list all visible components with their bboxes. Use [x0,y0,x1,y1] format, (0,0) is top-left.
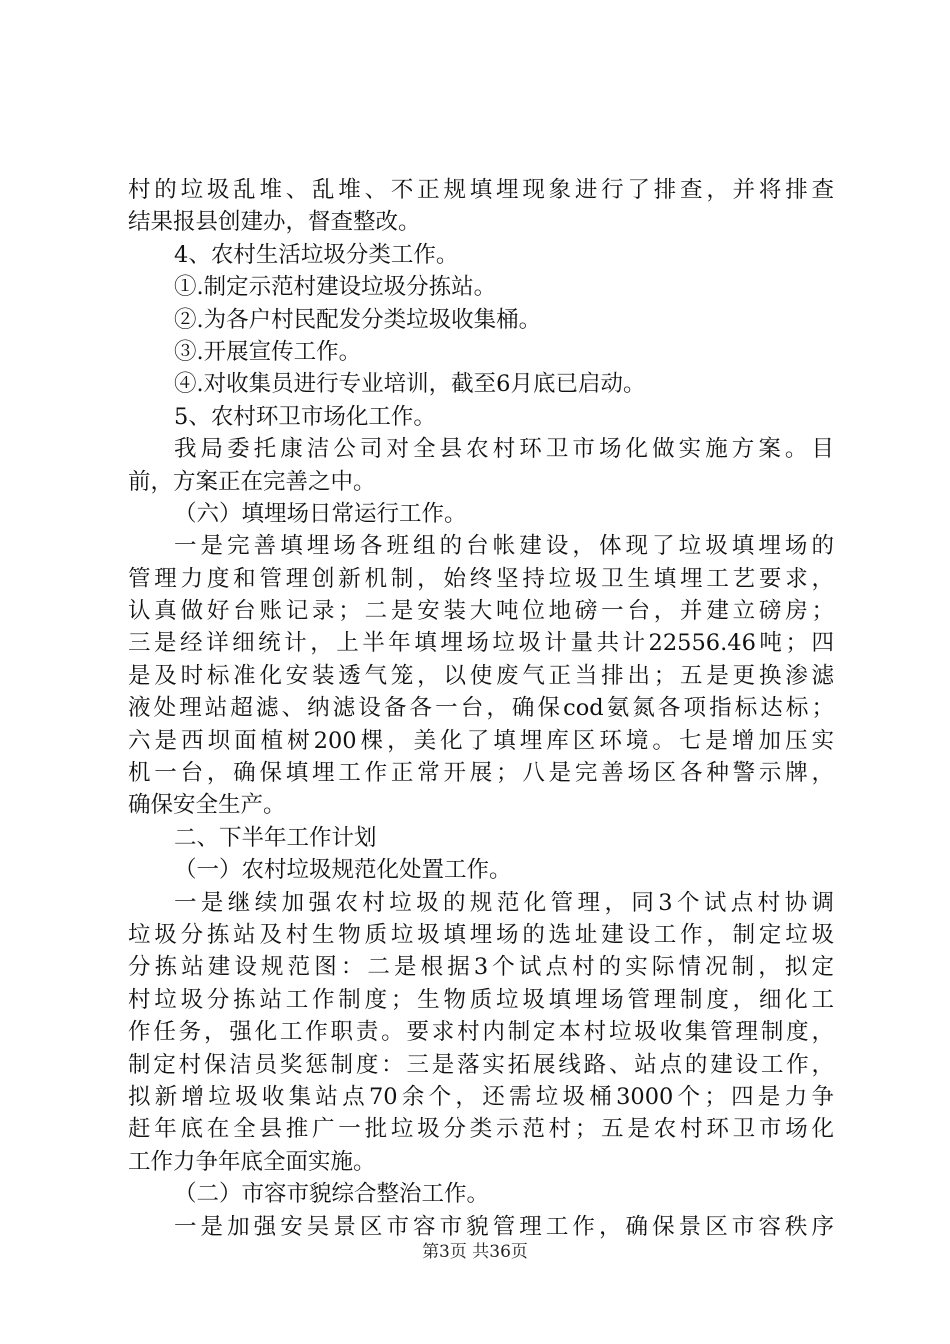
text-line: 一是继续加强农村垃圾的规范化管理，同3个试点村协调 [174,889,834,916]
text-line: 是及时标准化安装透气笼，以使废气正当排出；五是更换渗滤 [128,662,834,689]
text-line: 一是完善填埋场各班组的台帐建设，体现了垃圾填埋场的 [174,533,834,560]
text-line: 4、农村生活垃圾分类工作。 [174,241,459,268]
text-line: （二）市容市貌综合整治工作。 [174,1181,490,1208]
text-line: ③.开展宣传工作。 [174,338,362,365]
text-line: 机一台，确保填埋工作正常开展；八是完善场区各种警示牌， [128,760,834,787]
text-line: 结果报县创建办，督查整改。 [128,209,421,236]
text-line: 拟新增垃圾收集站点70余个，还需垃圾桶3000个；四是力争 [128,1083,834,1110]
text-line: 液处理站超滤、纳滤设备各一台，确保cod氨氮各项指标达标； [128,695,834,722]
text-line: 工作力争年底全面实施。 [128,1148,376,1175]
text-line: 三是经详细统计，上半年填埋场垃圾计量共计22556.46吨；四 [128,630,834,657]
text-line: 我局委托康洁公司对全县农村环卫市场化做实施方案。目 [174,436,834,463]
page-footer: 第3页 共36页 [422,1242,528,1262]
text-line: 村的垃圾乱堆、乱堆、不正规填埋现象进行了排查，并将排查 [128,177,834,203]
text-line: 二、下半年工作计划 [174,824,377,851]
text-line: ①.制定示范村建设垃圾分拣站。 [174,274,497,301]
text-line: 作任务，强化工作职责。要求村内制定本村垃圾收集管理制度， [128,1019,834,1046]
text-line: 村垃圾分拣站工作制度；生物质垃圾填埋场管理制度，细化工 [128,986,834,1013]
text-line: （一）农村垃圾规范化处置工作。 [174,857,512,884]
text-line: 确保安全生产。 [128,792,286,819]
text-line: 六是西坝面植树200棵，美化了填埋库区环境。七是增加压实 [128,727,834,754]
text-line: 制定村保洁员奖惩制度：三是落实拓展线路、站点的建设工作， [128,1051,834,1078]
text-line: （六）填埋场日常运行工作。 [174,500,467,527]
text-line: 垃圾分拣站及村生物质垃圾填埋场的选址建设工作，制定垃圾 [128,921,834,948]
text-line: 管理力度和管理创新机制，始终坚持垃圾卫生填埋工艺要求， [128,565,834,592]
text-line: ②.为各户村民配发分类垃圾收集桶。 [174,306,542,333]
text-line: 5、农村环卫市场化工作。 [174,403,436,430]
text-line: ④.对收集员进行专业培训，截至6月底已启动。 [174,371,646,398]
text-line: 认真做好台账记录；二是安装大吨位地磅一台，并建立磅房； [128,598,834,625]
text-line: 一是加强安吴景区市容市貌管理工作，确保景区市容秩序 [174,1213,834,1240]
text-line: 前，方案正在完善之中。 [128,468,376,495]
body-text [128,174,834,1243]
text-line: 赶年底在全县推广一批垃圾分类示范村；五是农村环卫市场化 [128,1116,834,1143]
text-line: 分拣站建设规范图：二是根据3个试点村的实际情况制，拟定 [128,954,834,981]
